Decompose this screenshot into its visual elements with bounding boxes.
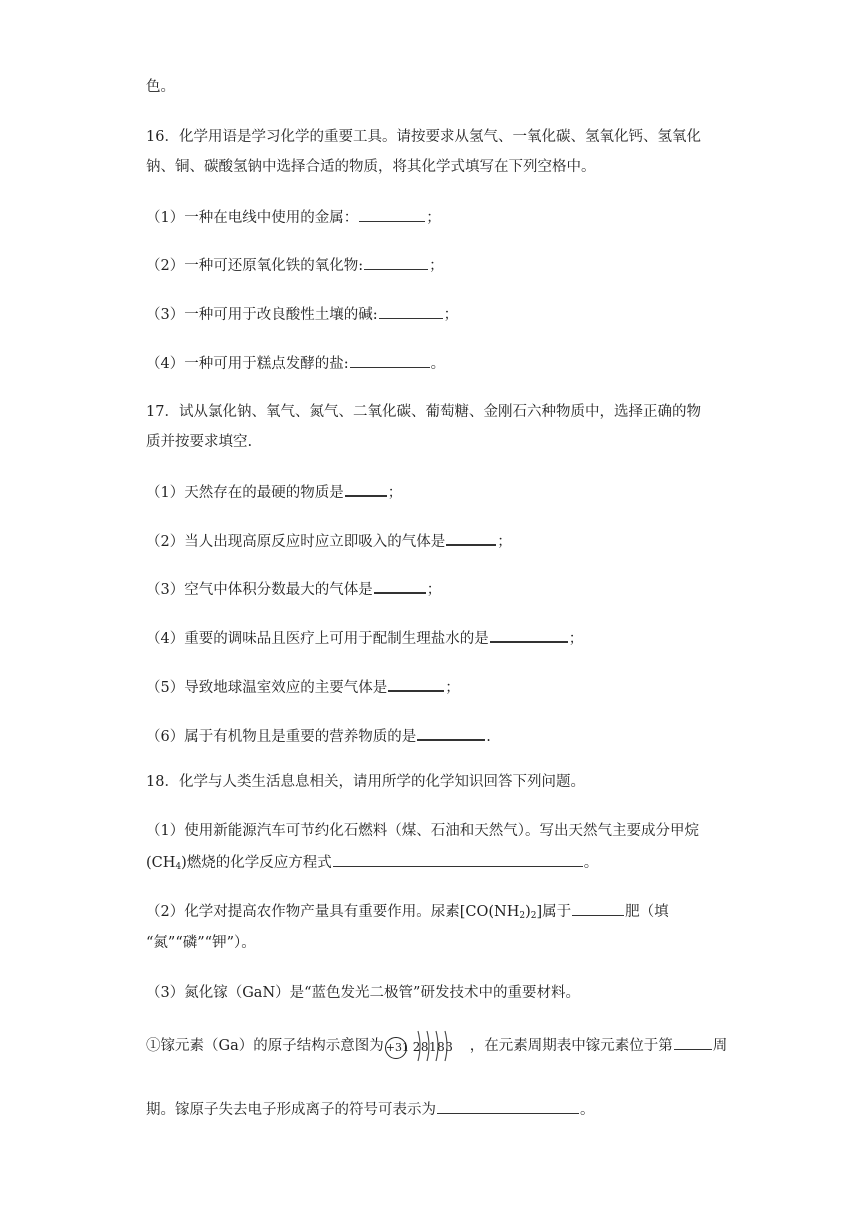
- answer-blank[interactable]: [345, 481, 387, 497]
- question-17-stem-cont: 质并按要求填空.: [146, 434, 253, 450]
- question-18-item-3: （3）氮化镓（GaN）是“蓝色发光二极管”研发技术中的重要材料。: [146, 985, 580, 1001]
- question-18-item-3-sub-1: ①镓元素（Ga）的原子结构示意图为 +31 28183 ，在元素周期表中镓元素位于第 周: [146, 1029, 727, 1063]
- atom-nucleus: +31: [385, 1037, 407, 1059]
- question-18-stem: 18．化学与人类生活息息相关，请用所学的化学知识回答下列问题。: [146, 774, 585, 790]
- question-16-item-4: （4）一种可用于糕点发酵的盐: 。: [146, 353, 445, 374]
- answer-blank[interactable]: [379, 304, 443, 319]
- atom-shell-electrons: 28183: [412, 1040, 454, 1054]
- question-16-item-1: （1）一种在电线中使用的金属： ；: [146, 207, 441, 228]
- answer-blank[interactable]: [364, 255, 428, 270]
- answer-blank[interactable]: [359, 207, 425, 222]
- question-17-item-5: （5）导致地球温室效应的主要气体是 ；: [146, 676, 460, 698]
- answer-blank[interactable]: [437, 1099, 579, 1114]
- question-16-item-3: （3）一种可用于改良酸性土壤的碱: ；: [146, 304, 458, 325]
- answer-blank[interactable]: [388, 676, 444, 692]
- question-18-item-3-sub-1-cont: 期。镓原子失去电子形成离子的符号可表示为 。: [146, 1099, 595, 1120]
- answer-blank[interactable]: [374, 578, 426, 594]
- question-17-stem: 17．试从氯化钠、氧气、氮气、二氧化碳、葡萄糖、金刚石六种物质中，选择正确的物: [146, 404, 701, 420]
- answer-blank[interactable]: [333, 852, 583, 867]
- question-17-item-6: （6）属于有机物且是重要的营养物质的是 .: [146, 725, 491, 747]
- question-17-item-3: （3）空气中体积分数最大的气体是 ；: [146, 578, 441, 600]
- question-18-item-2-cont: “氮”“磷”“钾”）。: [146, 935, 256, 951]
- answer-blank[interactable]: [490, 627, 568, 643]
- question-17-item-1: （1）天然存在的最硬的物质是 ；: [146, 481, 402, 503]
- text-line: 色。: [146, 79, 175, 95]
- answer-blank[interactable]: [350, 353, 430, 368]
- answer-blank[interactable]: [446, 530, 496, 546]
- question-16-stem: 16．化学用语是学习化学的重要工具。请按要求从氢气、一氧化碳、氢氧化钙、氢氧化: [146, 129, 701, 145]
- question-16-stem-cont: 钠、铜、碳酸氢钠中选择合适的物质，将其化学式填写在下列空格中。: [146, 159, 596, 175]
- answer-blank[interactable]: [674, 1035, 712, 1050]
- answer-blank[interactable]: [572, 901, 624, 916]
- atom-structure-diagram: [385, 1029, 469, 1063]
- question-17-item-2: （2）当人出现高原反应时应立即吸入的气体是 ；: [146, 530, 512, 552]
- question-17-item-4: （4）重要的调味品且医疗上可用于配制生理盐水的是 ；: [146, 627, 583, 649]
- question-16-item-2: （2）一种可还原氧化铁的氧化物: ；: [146, 255, 444, 276]
- question-18-item-2: （2）化学对提高农作物产量具有重要作用。尿素$[CO(NH_2)_2]$属于 肥（填: [146, 901, 669, 926]
- question-18-item-1: （1）使用新能源汽车可节约化石燃料（煤、石油和天然气）。写出天然气主要成分甲烷: [146, 823, 699, 839]
- answer-blank[interactable]: [417, 725, 485, 741]
- question-18-item-1-cont: $(CH_4)$燃烧的化学反应方程式 。: [146, 852, 598, 877]
